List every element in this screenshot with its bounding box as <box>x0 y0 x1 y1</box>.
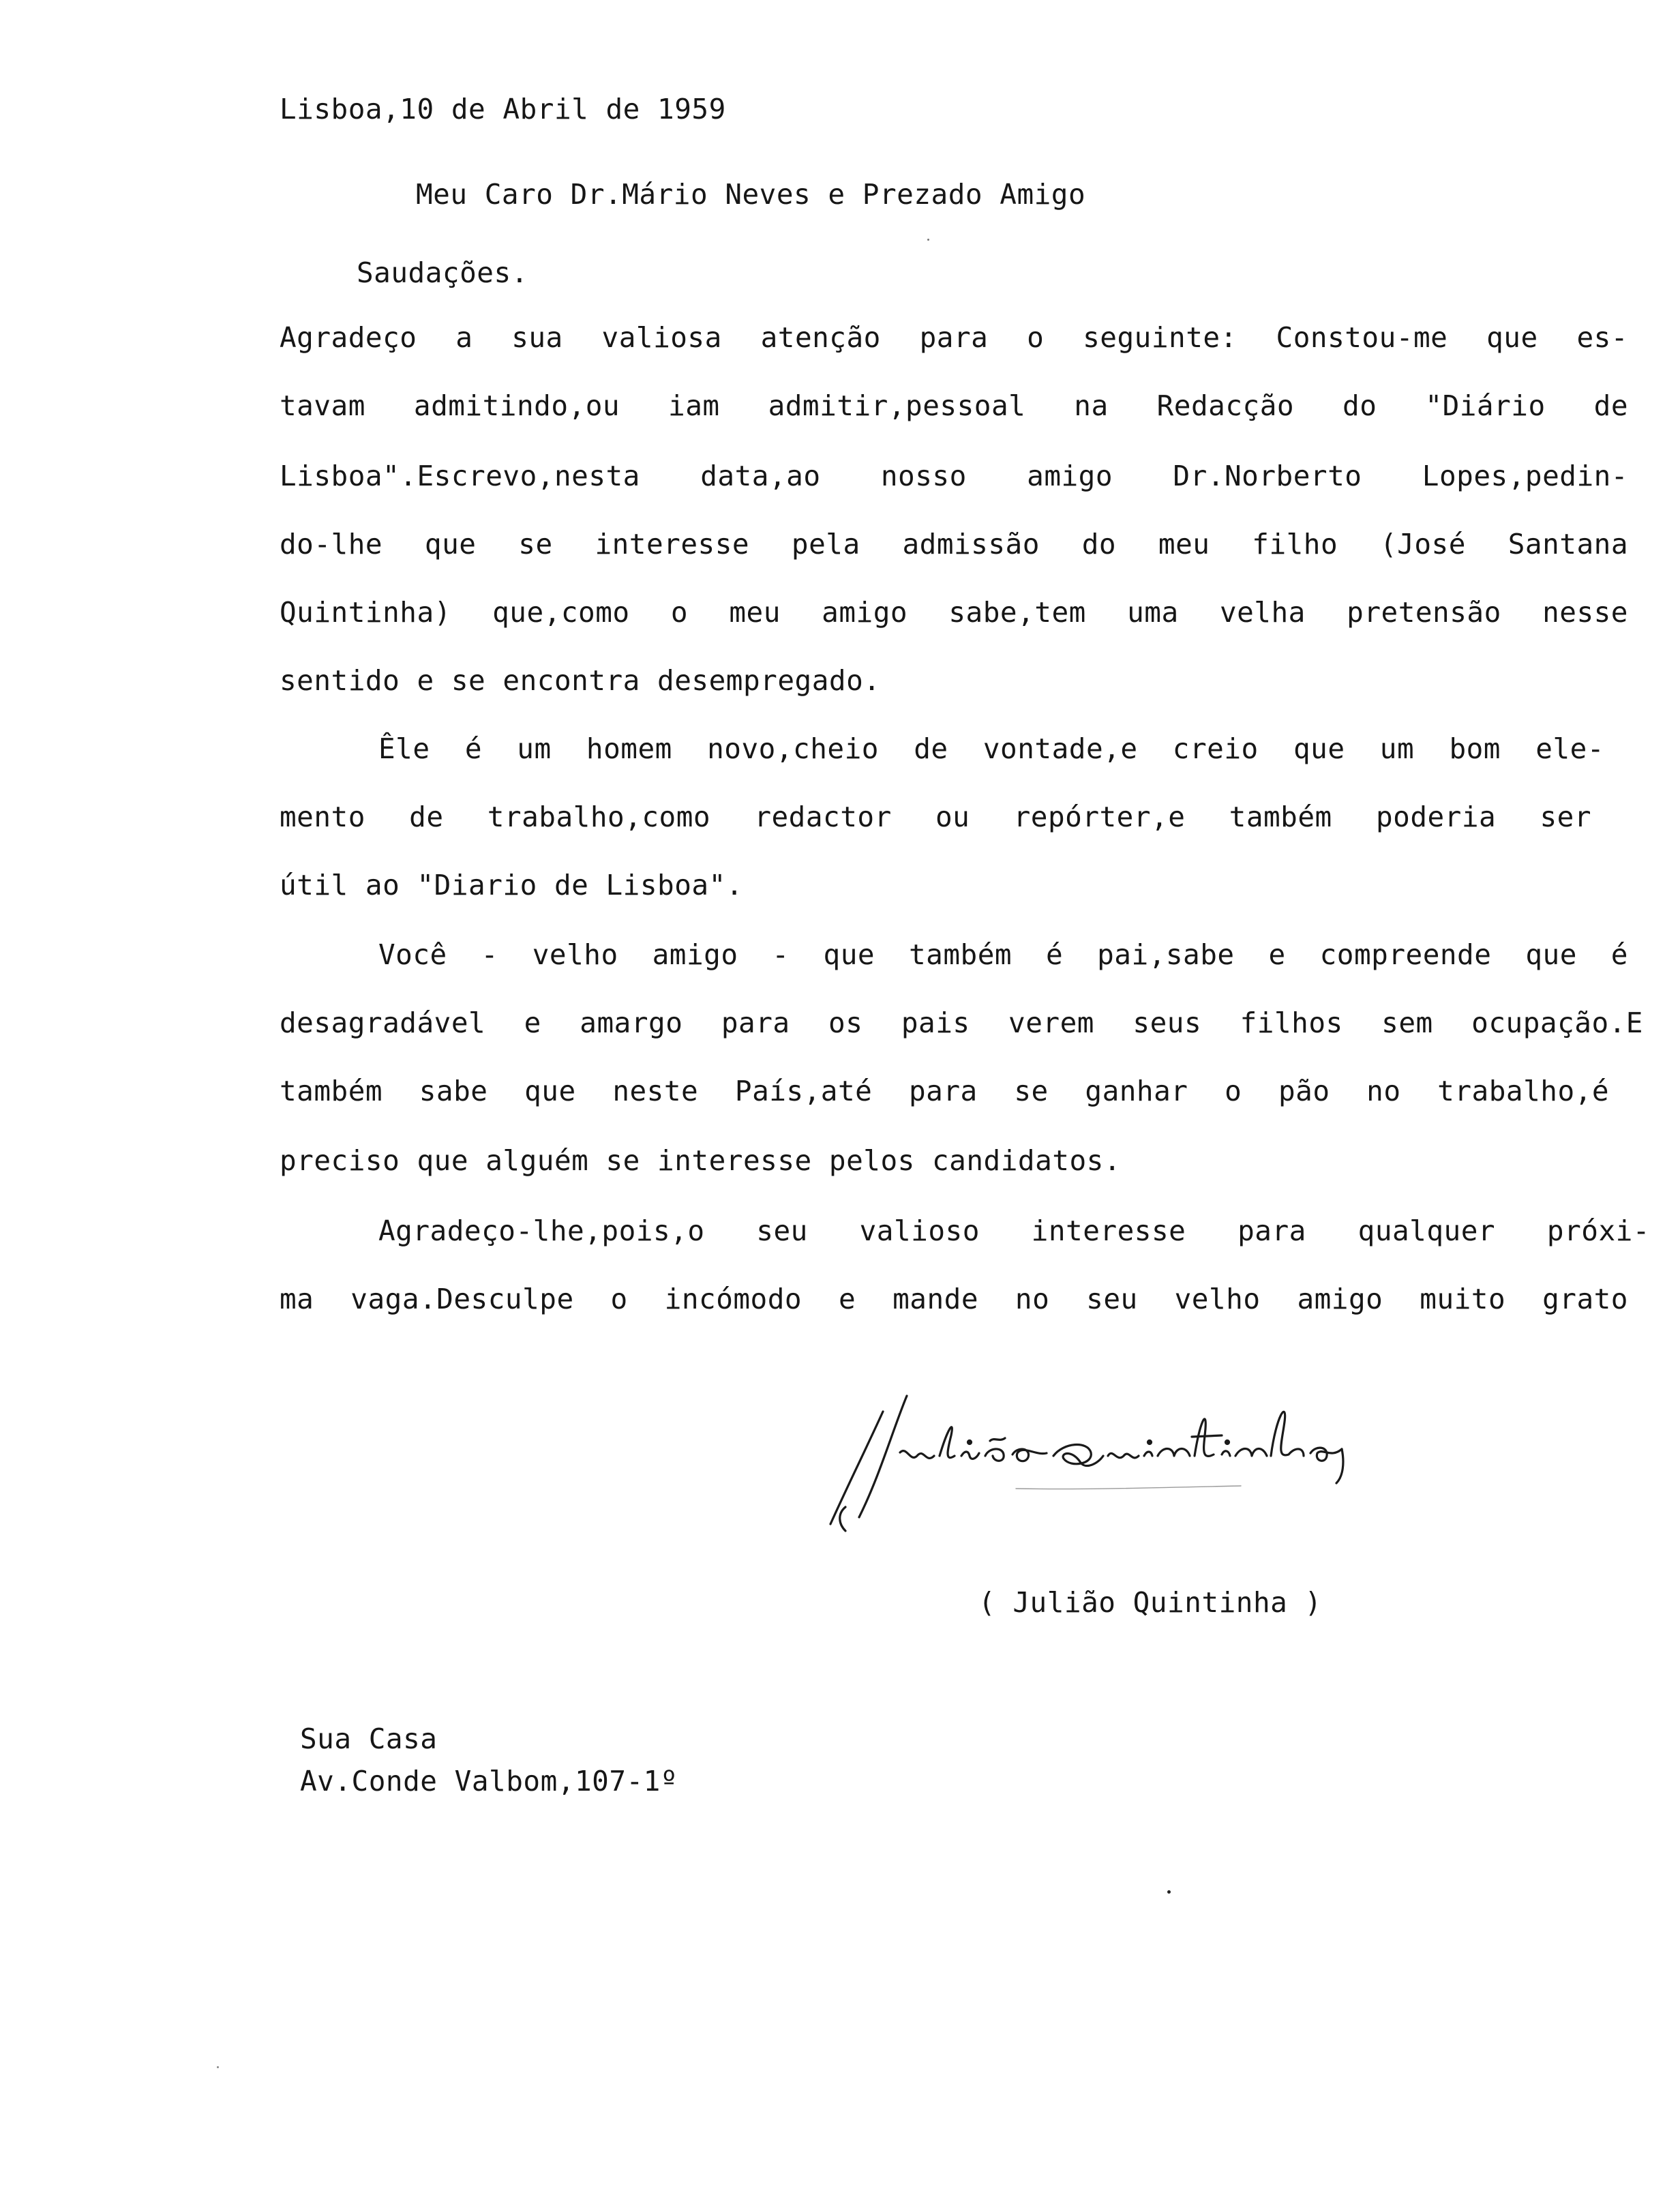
address-line-2: Av.Conde Valbom,107-1º <box>300 1765 678 1797</box>
paragraph-3-line-2: desagradável e amargo para os pais verem seus filhos sem ocupação.E <box>280 1006 1643 1039</box>
address-line-1: Sua Casa <box>300 1722 438 1755</box>
paragraph-1-line-3: Lisboa".Escrevo,nesta data,ao nosso amigo Dr.Norberto Lopes,pedin- <box>280 460 1628 492</box>
paragraph-4-line-1: Agradeço-lhe,pois,o seu valioso interesse para qualquer próxi- <box>378 1214 1650 1247</box>
paragraph-3-line-3: também sabe que neste País,até para se ganhar o pão no trabalho,é <box>280 1075 1609 1107</box>
scan-speck <box>1167 1890 1171 1894</box>
greeting: Saudações. <box>357 256 528 289</box>
paragraph-1-line-5: Quintinha) que,como o meu amigo sabe,tem uma velha pretensão nesse <box>280 596 1628 629</box>
paragraph-1-line-4: do-lhe que se interesse pela admissão do meu filho (José Santana <box>280 528 1628 561</box>
salutation: Meu Caro Dr.Mário Neves e Prezado Amigo <box>416 178 1086 211</box>
paragraph-1-line-6: sentido e se encontra desempregado. <box>280 664 881 697</box>
handwritten-signature <box>818 1388 1432 1538</box>
paragraph-1-line-1: Agradeço a sua valiosa atenção para o seguinte: Constou-me que es- <box>280 321 1628 354</box>
paragraph-3-line-1: Você - velho amigo - que também é pai,sabe e compreende que é <box>378 938 1628 971</box>
paragraph-2-line-1: Êle é um homem novo,cheio de vontade,e creio que um bom ele- <box>378 732 1604 765</box>
paragraph-2-line-3: útil ao "Diario de Lisboa". <box>280 869 743 901</box>
paragraph-1-line-2: tavam admitindo,ou iam admitir,pessoal na Redacção do "Diário de <box>280 389 1628 422</box>
paragraph-3-line-4: preciso que alguém se interesse pelos candidatos. <box>280 1144 1122 1177</box>
paragraph-4-line-2: ma vaga.Desculpe o incómodo e mande no seu velho amigo muito grato <box>280 1283 1628 1315</box>
scan-speck <box>927 239 929 241</box>
printed-name: ( Julião Quintinha ) <box>978 1586 1322 1619</box>
scan-speck <box>217 2066 219 2068</box>
date-line: Lisboa,10 de Abril de 1959 <box>280 93 726 125</box>
paragraph-2-line-2: mento de trabalho,como redactor ou repórter,e também poderia ser <box>280 801 1591 833</box>
